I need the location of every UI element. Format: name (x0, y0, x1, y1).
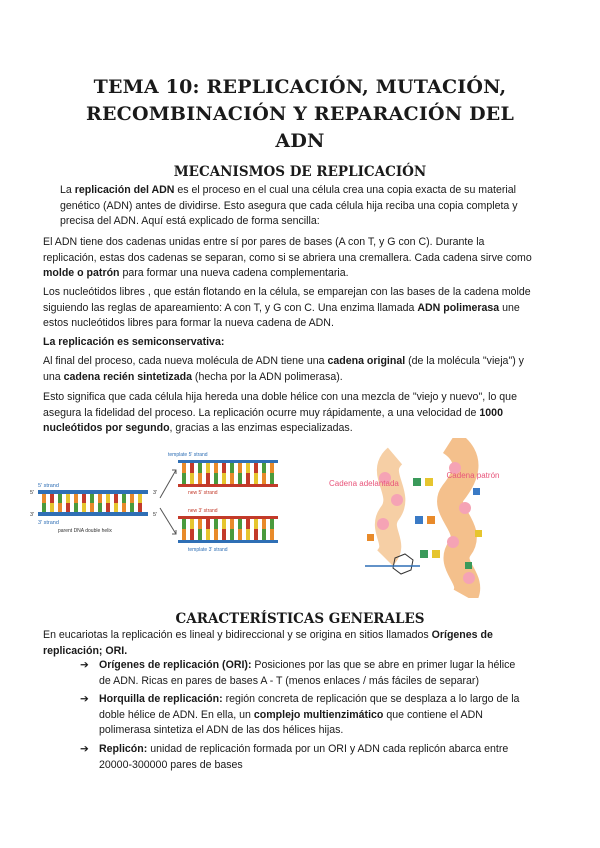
text-run: , gracias a las enzimas especializadas. (169, 422, 353, 435)
daughter-helix-top (168, 452, 278, 496)
label-5-strand: 5' strand (38, 483, 59, 489)
text-run: El ADN tiene dos cadenas unidas entre sí por pares de bases (A con T, y G con C). Durante la replicación, estas dos cadenas se separan, como si se abriera una cremallera. Cada cadena sirve como (43, 236, 532, 264)
end-label: 5' (153, 512, 158, 518)
text-run: En eucariotas la replicación es lineal y bidireccional y se origina en sitios llamados (43, 629, 432, 641)
text-run: Esto significa que cada célula hija hereda una doble hélice con una mezcla de "viejo y nuevo", lo que asegura la fidelidad del proceso. La replicación ocurre muy rápidamente, a una velocidad de (43, 391, 517, 419)
arrow-icon: ➔ (80, 742, 89, 755)
parent-base-pairs (42, 494, 142, 512)
end-label: 3' (153, 490, 158, 496)
text-run: Al final del proceso, cada nueva molécula de ADN tiene una (43, 355, 328, 367)
bold-run: 1000 nucleótidos por segundo (43, 406, 503, 435)
characteristics-list (80, 658, 520, 776)
bold-run: ADN polimerasa (417, 301, 500, 314)
text-run: región concreta de replicación que se desplaza a lo largo de la doble hélice de ADN. En ella, un (99, 693, 520, 721)
arrow-icon: ➔ (80, 693, 89, 706)
text-run: unidad de replicación formada por un ORI y ADN cada replicón abarca entre 20000-300000 pares de bases (99, 742, 509, 771)
page-title (60, 74, 540, 155)
label-cadena-adelantada (329, 479, 399, 488)
parent-bottom-strand (38, 512, 148, 516)
text-run: es el proceso en el cual una célula crea una copia exacta de su material genético (ADN) antes de dividirse. Esto asegura que cada célula hija reciba una copia completa y precisa del ADN. Aquí está explicado de forma sencilla: (60, 184, 518, 228)
arrow-up (160, 470, 176, 498)
daughter-helix-bottom (178, 508, 278, 553)
bold-run: Replicón: (99, 742, 148, 755)
semiconservative-heading (43, 335, 533, 351)
bold-run: replicación del ADN (74, 184, 175, 196)
list-item-ori (80, 658, 520, 689)
list-item-horquilla (80, 692, 520, 739)
arrow-down (160, 508, 176, 534)
label-template-5: template 5' strand (168, 452, 208, 458)
paragraph-eucariotas (43, 628, 533, 659)
dna-replication-diagram (28, 448, 298, 556)
text-run: Posiciones por las que se abre en primer lugar la hélice de ADN. Ricas en pares de bases A - T (menos enlaces / más fáciles de separar) (99, 659, 516, 687)
parent-helix (30, 483, 157, 534)
label-cadena-adelantada-line: Cadena adelantada (329, 479, 399, 488)
title-line-1: TEMA 10: REPLICACIÓN, MUTACIÓN, (93, 76, 507, 98)
title-line-3: ADN (275, 130, 325, 152)
bold-run: molde o patrón (43, 267, 120, 280)
text-run: (hecha por la ADN polimerasa). (191, 370, 343, 383)
end-label: 3' (30, 512, 35, 518)
label-template-3: template 3' strand (188, 547, 228, 553)
bold-run: Horquilla de replicación: (99, 693, 223, 706)
label-new-3: new 3' strand (188, 508, 218, 514)
paragraph-cadenas (43, 235, 533, 282)
list-item-replicon (80, 742, 520, 773)
bold-run: cadena original (327, 355, 406, 367)
arrow-icon: ➔ (80, 659, 89, 671)
text-run: La (60, 184, 75, 196)
paragraph-nucleotidos (43, 285, 533, 332)
label-cadena-patron: Cadena patrón (446, 471, 500, 480)
bold-run: Orígenes de replicación; ORI. (43, 629, 493, 657)
section-heading-caracteristicas: CARACTERÍSTICAS GENERALES (175, 611, 425, 627)
paragraph-fidelidad (43, 390, 533, 437)
replication-fork-diagram (325, 438, 505, 598)
text-run: une estos nucleótidos libres para formar la nueva cadena de ADN. (43, 301, 520, 330)
bold-run: Orígenes de replicación (ORI): (99, 659, 252, 671)
label-new-5: new 5' strand (188, 490, 218, 496)
end-label: 5' (30, 490, 35, 496)
section-heading-mecanismos: MECANISMOS DE REPLICACIÓN (173, 164, 427, 180)
paragraph-final (43, 354, 533, 385)
bold-run: La replicación es semiconservativa: (43, 336, 225, 348)
parent-caption: parent DNA double helix (58, 528, 112, 534)
text-run: para formar una nueva cadena complementaria. (119, 267, 349, 280)
label-3-strand: 3' strand (38, 520, 59, 526)
text-run: Los nucleótidos libres , que están flotando en la célula, se emparejan con las bases de la cadena molde siguiendo las reglas de apareamiento: A con T, y G con C. Una enzima llamada (43, 286, 531, 314)
bold-run: cadena recién sintetizada (63, 370, 192, 383)
paragraph-intro (60, 183, 535, 230)
leading-strand (385, 456, 395, 558)
bold-run: complejo multienzimático (253, 708, 384, 721)
text-run: (de la molécula "vieja") y una (43, 355, 524, 383)
parent-top-strand (38, 490, 148, 494)
title-line-2: RECOMBINACIÓN Y REPARACIÓN DEL (85, 103, 515, 125)
text-run: que contiene el ADN polimerasa sintetiza el ADN de las dos hélices hijas. (99, 708, 483, 737)
